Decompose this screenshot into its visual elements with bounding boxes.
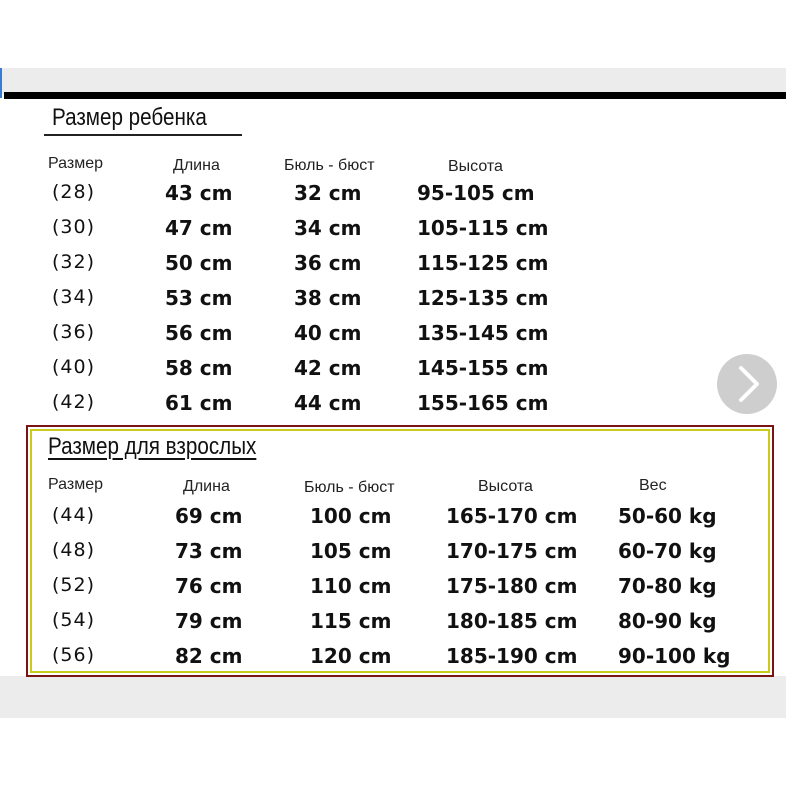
- adult-cell-size: (52): [52, 574, 96, 596]
- bottom-gray-band: [0, 676, 786, 718]
- child-cell-size: (36): [52, 321, 96, 343]
- child-title-underline: [44, 134, 242, 136]
- child-cell-length: 50 cm: [165, 251, 233, 275]
- adult-header-bust: Бюль - бюст: [304, 479, 395, 496]
- child-cell-length: 61 cm: [165, 391, 233, 415]
- child-cell-bust: 38 cm: [294, 286, 362, 310]
- adult-cell-weight: 80-90 kg: [618, 609, 717, 633]
- adult-cell-size: (56): [52, 644, 96, 666]
- adult-cell-weight: 70-80 kg: [618, 574, 717, 598]
- adult-cell-bust: 115 cm: [310, 609, 392, 633]
- top-gray-band: [0, 68, 786, 94]
- adult-cell-height: 170-175 cm: [446, 539, 578, 563]
- adult-size-title: Размер для взрослых: [48, 433, 257, 460]
- child-cell-size: (28): [52, 181, 96, 203]
- child-cell-bust: 32 cm: [294, 181, 362, 205]
- child-cell-height: 145-155 cm: [417, 356, 549, 380]
- child-cell-size: (30): [52, 216, 96, 238]
- child-header-height: Высота: [448, 158, 503, 175]
- child-cell-length: 43 cm: [165, 181, 233, 205]
- child-cell-bust: 34 cm: [294, 216, 362, 240]
- child-cell-height: 105-115 cm: [417, 216, 549, 240]
- chevron-right-icon: [717, 354, 777, 414]
- child-cell-bust: 44 cm: [294, 391, 362, 415]
- adult-header-height: Высота: [478, 478, 533, 495]
- child-cell-height: 135-145 cm: [417, 321, 549, 345]
- child-cell-size: (32): [52, 251, 96, 273]
- adult-cell-bust: 120 cm: [310, 644, 392, 668]
- next-slide-button[interactable]: [717, 354, 777, 414]
- adult-cell-bust: 110 cm: [310, 574, 392, 598]
- left-accent-line: [0, 68, 2, 98]
- adult-cell-height: 165-170 cm: [446, 504, 578, 528]
- adult-header-weight: Вес: [639, 477, 667, 494]
- adult-cell-size: (48): [52, 539, 96, 561]
- adult-cell-height: 185-190 cm: [446, 644, 578, 668]
- child-header-length: Длина: [173, 157, 220, 174]
- child-cell-height: 155-165 cm: [417, 391, 549, 415]
- child-cell-bust: 40 cm: [294, 321, 362, 345]
- adult-cell-size: (54): [52, 609, 96, 631]
- adult-cell-length: 73 cm: [175, 539, 243, 563]
- adult-cell-bust: 100 cm: [310, 504, 392, 528]
- adult-cell-bust: 105 cm: [310, 539, 392, 563]
- adult-cell-weight: 50-60 kg: [618, 504, 717, 528]
- child-cell-length: 53 cm: [165, 286, 233, 310]
- child-size-title: Размер ребенка: [52, 104, 207, 131]
- adult-cell-height: 175-180 cm: [446, 574, 578, 598]
- adult-cell-length: 79 cm: [175, 609, 243, 633]
- child-header-size: Размер: [48, 155, 103, 172]
- adult-cell-length: 69 cm: [175, 504, 243, 528]
- child-cell-bust: 36 cm: [294, 251, 362, 275]
- adult-header-size: Размер: [48, 476, 103, 493]
- child-cell-height: 125-135 cm: [417, 286, 549, 310]
- child-cell-height: 95-105 cm: [417, 181, 535, 205]
- adult-cell-weight: 60-70 kg: [618, 539, 717, 563]
- child-cell-size: (34): [52, 286, 96, 308]
- child-cell-height: 115-125 cm: [417, 251, 549, 275]
- adult-header-length: Длина: [183, 478, 230, 495]
- child-cell-size: (40): [52, 356, 96, 378]
- child-cell-length: 47 cm: [165, 216, 233, 240]
- child-header-bust: Бюль - бюст: [284, 157, 375, 174]
- adult-cell-height: 180-185 cm: [446, 609, 578, 633]
- adult-cell-weight: 90-100 kg: [618, 644, 731, 668]
- child-cell-bust: 42 cm: [294, 356, 362, 380]
- top-black-bar: [4, 92, 786, 99]
- adult-cell-size: (44): [52, 504, 96, 526]
- child-cell-length: 58 cm: [165, 356, 233, 380]
- child-cell-length: 56 cm: [165, 321, 233, 345]
- adult-cell-length: 82 cm: [175, 644, 243, 668]
- child-cell-size: (42): [52, 391, 96, 413]
- adult-cell-length: 76 cm: [175, 574, 243, 598]
